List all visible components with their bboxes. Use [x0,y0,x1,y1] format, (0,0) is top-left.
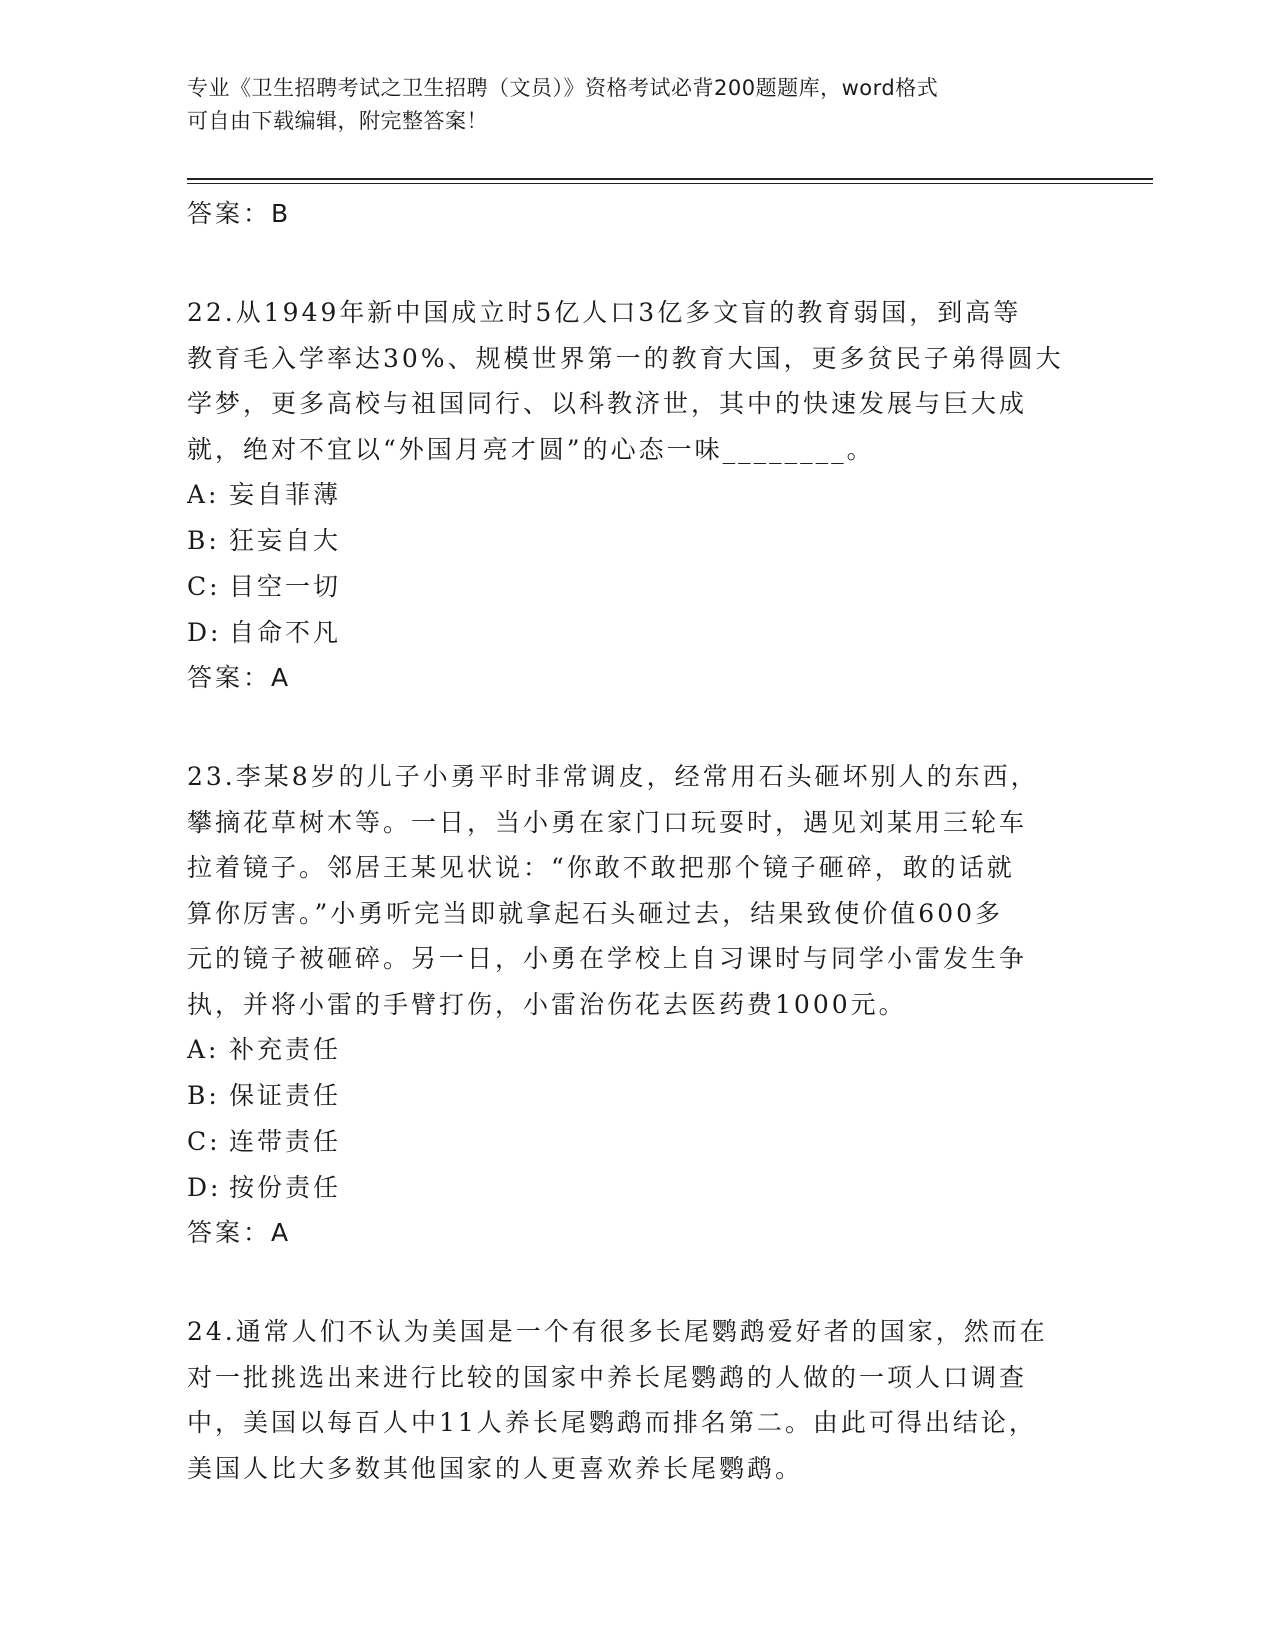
question-text-line: 拉着镜子。邻居王某见状说：“你敢不敢把那个镜子砸碎，敢的话就 [187,853,1015,882]
question-text-line: 中，美国以每百人中11人养长尾鹦鹉而排名第二。由此可得出结论， [187,1408,1037,1437]
question-22 [187,290,1087,472]
question-text-line: 就，绝对不宜以“外国月亮才圆”的心态一味________。 [187,434,875,464]
question-text-line: 23.李某8岁的儿子小勇平时非常调皮，经常用石头砸坏别人的东西， [187,762,1039,791]
question-text-line: 执，并将小雷的手臂打伤，小雷治伤花去医药费1000元。 [187,989,907,1019]
option-d [187,610,1087,656]
question-text-line: 美国人比大多数其他国家的人更喜欢养长尾鹦鹉。 [187,1453,804,1483]
option-key: B: [187,526,220,555]
question-text-line: 22.从1949年新中国成立时5亿人口3亿多文盲的教育弱国，到高等 [187,298,1022,327]
header-line-2: 可自由下载编辑，附完整答案！ [187,109,488,133]
option-key: A: [187,1035,220,1064]
option-key: C: [187,572,221,601]
question-text-line: 24.通常人们不认为美国是一个有很多长尾鹦鹉爱好者的国家，然而在 [187,1317,1048,1346]
option-text: 连带责任 [229,1127,342,1156]
option-text: 妄自菲薄 [229,480,342,509]
answer-label: 答案：A [187,1218,292,1247]
header-line-1: 专业《卫生招聘考试之卫生招聘（文员）》资格考试必背200题题库，word格式 [187,76,939,100]
question-text-line: 算你厉害。”小勇听完当即就拿起石头砸过去，结果致使价值600多 [187,898,1004,928]
option-text: 自命不凡 [229,618,342,647]
option-c [187,1119,1087,1165]
question-text-line: 对一批挑选出来进行比较的国家中养长尾鹦鹉的人做的一项人口调查 [187,1362,1028,1392]
question-text-line: 攀摘花草树木等。一日，当小勇在家门口玩耍时，遇见刘某用三轮车 [187,807,1028,837]
header-divider-thick [187,178,1153,180]
document-body [187,192,1087,1491]
answer-label: 答案：B [187,199,292,228]
option-d [187,1165,1087,1211]
header-divider-thin [187,183,1153,184]
option-a [187,472,1087,518]
option-b [187,1073,1087,1119]
question-text-line: 教育毛入学率达30%、规模世界第一的教育大国，更多贫民子弟得圆大 [187,343,1064,373]
question-24 [187,1309,1087,1491]
option-a [187,1027,1087,1073]
option-text: 按份责任 [229,1173,342,1202]
option-key: D: [187,618,222,647]
option-text: 保证责任 [229,1081,342,1110]
question-text-line: 元的镜子被砸碎。另一日，小勇在学校上自习课时与同学小雷发生争 [187,944,1028,973]
document-header [187,72,1087,138]
option-key: D: [187,1173,222,1202]
option-text: 狂妄自大 [229,526,342,555]
option-b [187,518,1087,564]
answer-label: 答案：A [187,663,292,692]
option-text: 目空一切 [229,572,342,601]
option-c [187,564,1087,610]
question-text-line: 学梦，更多高校与祖国同行、以科教济世，其中的快速发展与巨大成 [187,389,1028,418]
option-key: B: [187,1081,220,1110]
question-23 [187,754,1087,1027]
option-text: 补充责任 [229,1035,342,1064]
option-key: C: [187,1127,221,1156]
option-key: A: [187,480,220,509]
